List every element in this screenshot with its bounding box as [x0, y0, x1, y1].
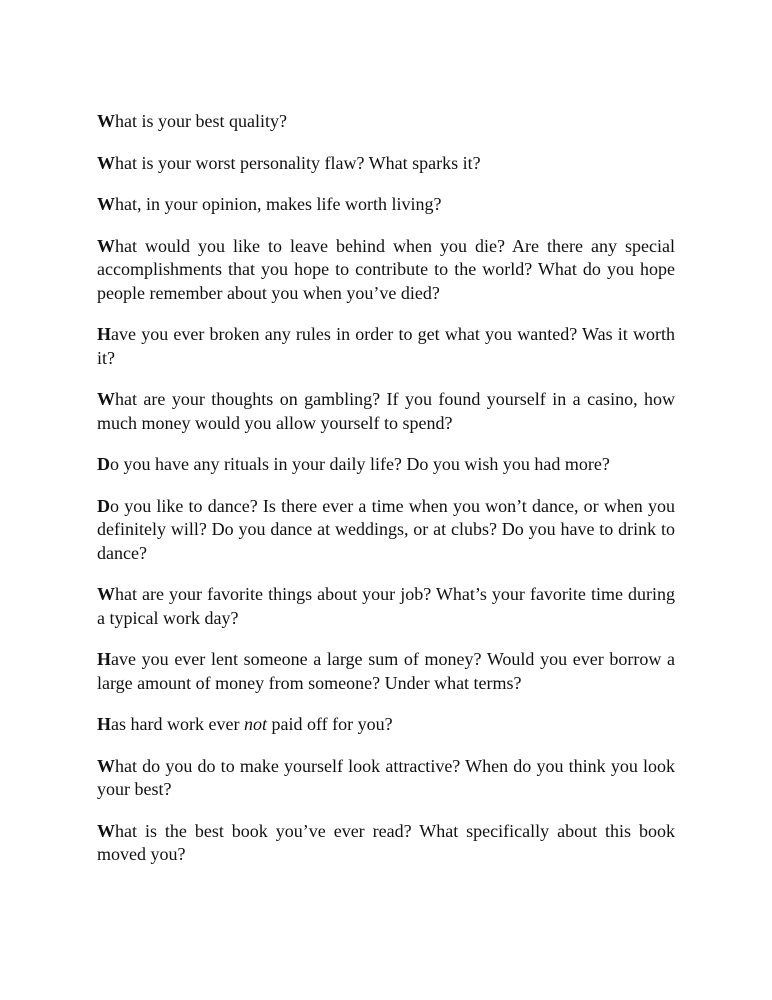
question-1: [97, 110, 675, 134]
question-5: [97, 323, 675, 370]
question-initial: D: [97, 495, 110, 516]
question-12: [97, 755, 675, 802]
question-initial: W: [97, 584, 115, 604]
question-initial: W: [97, 755, 115, 776]
question-initial: D: [97, 454, 110, 474]
question-initial: H: [97, 649, 112, 669]
question-text-before: as hard work ever: [111, 714, 244, 734]
question-8: [97, 495, 675, 566]
question-text: hat do you do to make yourself look attractive? When do you think you look your best?: [97, 755, 675, 799]
question-6: [97, 388, 675, 435]
question-initial: W: [97, 389, 115, 409]
question-list: [97, 110, 675, 885]
question-initial: W: [97, 152, 115, 173]
question-text: hat, in your opinion, makes life worth living?: [115, 194, 442, 214]
question-initial: H: [97, 714, 112, 734]
question-initial: W: [97, 820, 115, 841]
question-text-emphasis: not: [243, 714, 267, 734]
question-text: hat is the best book you’ve ever read? What specifically about this book moved you?: [97, 820, 675, 864]
question-text-after: paid off for you?: [266, 714, 393, 734]
question-text: hat are your thoughts on gambling? If you found yourself in a casino, how much money would you allow yourself to spend?: [97, 389, 675, 433]
question-text: hat would you like to leave behind when you die? Are there any special accomplishments that you hope to contribute to the world? What do you hope people remember about you when you’ve died?: [97, 235, 675, 303]
question-initial: H: [97, 324, 112, 344]
question-11: [97, 713, 675, 737]
question-text: hat is your worst personality flaw? What sparks it?: [115, 152, 481, 173]
question-text: ave you ever broken any rules in order to get what you wanted? Was it worth it?: [97, 324, 675, 368]
question-text: o you have any rituals in your daily life? Do you wish you had more?: [110, 454, 610, 474]
question-text: hat is your best quality?: [115, 111, 287, 131]
question-text: ave you ever lent someone a large sum of money? Would you ever borrow a large amount of money from someone? Under what terms?: [97, 649, 675, 693]
question-text: o you like to dance? Is there ever a time when you won’t dance, or when you definitely will? Do you dance at weddings, or at clubs? Do you have to drink to dance?: [97, 495, 675, 563]
question-3: [97, 193, 675, 217]
question-text: hat are your favorite things about your job? What’s your favorite time during a typical work day?: [97, 584, 675, 628]
question-4: [97, 235, 675, 306]
question-initial: W: [97, 111, 115, 131]
question-10: [97, 648, 675, 695]
question-13: [97, 820, 675, 867]
question-initial: W: [97, 235, 115, 256]
question-2: [97, 152, 675, 176]
question-initial: W: [97, 194, 115, 214]
question-9: [97, 583, 675, 630]
question-7: [97, 453, 675, 477]
